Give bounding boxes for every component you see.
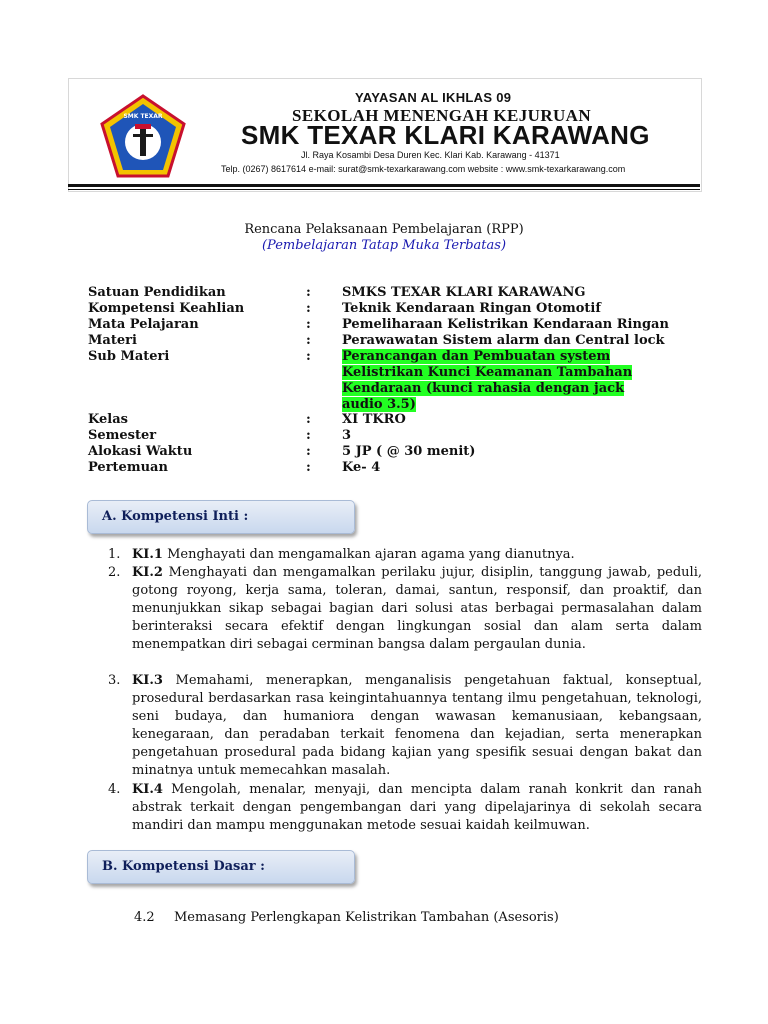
colon: : (306, 349, 311, 364)
list-number: 4. (108, 782, 121, 797)
value-sub-materi (342, 349, 634, 413)
ki-code: KI.4 (132, 782, 163, 797)
ki-code: KI.3 (132, 673, 163, 688)
colon: : (306, 428, 311, 443)
label-mata-pelajaran: Mata Pelajaran (88, 317, 199, 332)
value-pertemuan: Ke- 4 (342, 460, 381, 475)
kd-number: 4.2 (134, 910, 155, 925)
value-kompetensi-keahlian: Teknik Kendaraan Ringan Otomotif (342, 301, 601, 316)
colon: : (306, 412, 311, 427)
colon: : (306, 460, 311, 475)
value-semester: 3 (342, 428, 352, 443)
ki-text: Menghayati dan mengamalkan perilaku jujur, disiplin, tanggung jawab, peduli, gotong royong, kerja sama, toleran, damai, santun, responsif, dan proaktif, dan menunjukkan sikap sebagai bagian dari solusi atas berbagai permasalahan dalam berinteraksi secara efektif dengan lingkungan sosial dan alam serta dalam menempatkan diri sebagai cerminan bangsa dalam pergaulan dunia. (132, 565, 702, 652)
letterhead-rule-thin (68, 189, 700, 190)
section-header-kompetensi-dasar (87, 850, 355, 884)
section-title: B. Kompetensi Dasar : (102, 859, 265, 874)
ki-code: KI.1 (132, 547, 163, 562)
value-alokasi-waktu: 5 JP ( @ 30 menit) (342, 444, 476, 459)
section-title: A. Kompetensi Inti : (102, 509, 249, 524)
school-contact: Telp. (0267) 8617614 e-mail: surat@smk-texarkarawang.com website : www.smk-texarkarawang.com (221, 164, 626, 174)
label-satuan-pendidikan: Satuan Pendidikan (88, 285, 226, 300)
ki-text: Menghayati dan mengamalkan ajaran agama yang dianutnya. (162, 547, 575, 562)
ki-item (132, 672, 702, 780)
colon: : (306, 317, 311, 332)
list-number: 1. (108, 547, 121, 562)
school-logo (100, 94, 186, 180)
kd-text: Memasang Perlengkapan Kelistrikan Tambahan (Asesoris) (174, 910, 559, 925)
list-number: 2. (108, 565, 121, 580)
logo-text: SMK TEXAR (123, 113, 163, 120)
list-number: 3. (108, 673, 121, 688)
school-type: SEKOLAH MENENGAH KEJURUAN (292, 106, 592, 125)
ki-code: KI.2 (132, 565, 163, 580)
label-pertemuan: Pertemuan (88, 460, 168, 475)
document-title: Rencana Pelaksanaan Pembelajaran (RPP) (244, 222, 524, 237)
value-kelas: XI TKRO (342, 412, 406, 427)
colon: : (306, 333, 311, 348)
colon: : (306, 444, 311, 459)
ki-item (132, 781, 702, 835)
kd-item (134, 910, 559, 925)
value-mata-pelajaran: Pemeliharaan Kelistrikan Kendaraan Ringan (342, 317, 669, 332)
foundation-name: YAYASAN AL IKHLAS 09 (355, 90, 512, 105)
value-materi: Perawawatan Sistem alarm dan Central lock (342, 333, 665, 348)
label-alokasi-waktu: Alokasi Waktu (88, 444, 193, 459)
document-subtitle: (Pembelajaran Tatap Muka Terbatas) (261, 238, 507, 253)
school-address: Jl. Raya Kosambi Desa Duren Kec. Klari Kab. Karawang - 41371 (301, 150, 560, 160)
ki-text: Mengolah, menalar, menyaji, dan mencipta dalam ranah konkrit dan ranah abstrak terkait dengan pengembangan dari yang dipelajarinya di sekolah secara mandiri dan mampu menggunakan metode sesuai kaidah keilmuwan. (132, 782, 702, 833)
letterhead-rule (68, 184, 700, 187)
label-sub-materi: Sub Materi (88, 349, 170, 364)
label-semester: Semester (88, 428, 157, 443)
ki-item (132, 564, 702, 654)
label-kelas: Kelas (88, 412, 128, 427)
colon: : (306, 285, 311, 300)
label-materi: Materi (88, 333, 137, 348)
value-satuan-pendidikan: SMKS TEXAR KLARI KARAWANG (342, 285, 586, 300)
colon: : (306, 301, 311, 316)
school-name: SMK TEXAR KLARI KARAWANG (241, 120, 650, 150)
ki-item (132, 546, 702, 564)
label-kompetensi-keahlian: Kompetensi Keahlian (88, 301, 245, 316)
ki-text: Memahami, menerapkan, menganalisis pengetahuan faktual, konseptual, prosedural berdasarkan rasa keingintahuannya tentang ilmu pengetahuan, teknologi, seni budaya, dan humaniora dengan wawasan kemanusiaan, kebangsaan, kenegaraan, dan peradaban terkait fenomena dan kejadian, serta menerapkan pengetahuan prosedural pada bidang kajian yang spesifik sesuai dengan bakat dan minatnya untuk memecahkan masalah. (132, 673, 702, 778)
section-header-kompetensi-inti (87, 500, 355, 534)
highlighted-text: Perancangan dan Pembuatan system Kelistrikan Kunci Keamanan Tambahan Kendaraan (kunci rahasia dengan jack audio 3.5) (342, 349, 633, 412)
